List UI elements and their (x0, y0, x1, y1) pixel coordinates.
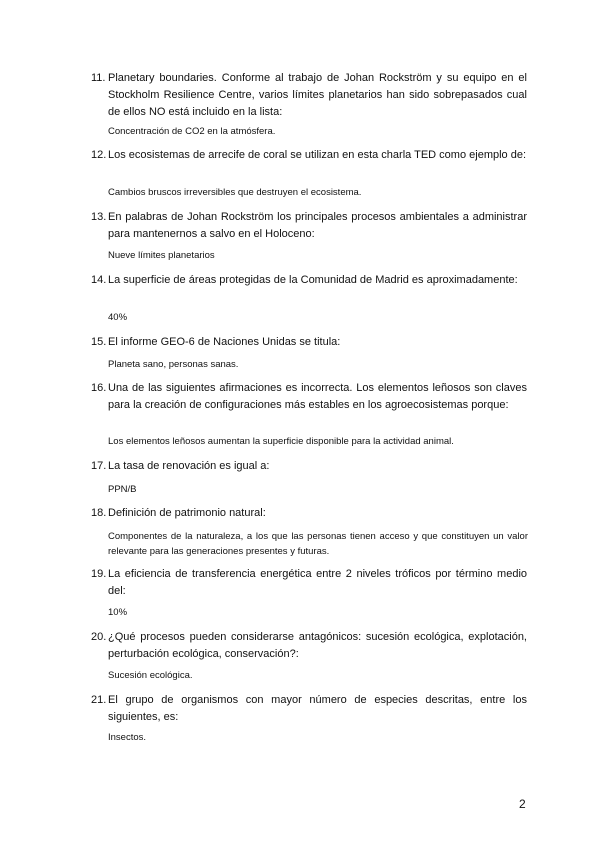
answer-20: Sucesión ecológica. (108, 670, 193, 681)
question-text: ¿Qué procesos pueden considerarse antagónicos: sucesión ecológica, explotación, perturbación ecológica, conservación?: (108, 631, 527, 660)
question-number: 11. (91, 72, 106, 84)
page-number: 2 (519, 797, 526, 811)
answer-16: Los elementos leñosos aumentan la superficie disponible para la actividad animal. (108, 436, 454, 447)
question-number: 20. (91, 631, 107, 643)
answer-15: Planeta sano, personas sanas. (108, 359, 239, 370)
question-18 (91, 505, 527, 522)
answer-17: PPN/B (108, 484, 137, 495)
question-number: 19. (91, 568, 107, 580)
question-13 (91, 209, 527, 243)
question-number: 14. (91, 274, 107, 286)
answer-19: 10% (108, 607, 128, 618)
answer-14: 40% (108, 312, 128, 323)
question-11 (91, 70, 527, 121)
question-text: Los ecosistemas de arrecife de coral se utilizan en esta charla TED como ejemplo de: (108, 149, 527, 161)
question-17 (91, 458, 527, 475)
question-16 (91, 380, 527, 414)
answer-12: Cambios bruscos irreversibles que destruyen el ecosistema. (108, 187, 362, 198)
question-text: El grupo de organismos con mayor número de especies descritas, entre los siguientes, es: (108, 694, 527, 723)
answer-11: Concentración de CO2 en la atmósfera. (108, 126, 276, 137)
question-number: 12. (91, 149, 107, 161)
question-text: Definición de patrimonio natural: (108, 507, 266, 519)
question-21 (91, 692, 527, 726)
question-text: La eficiencia de transferencia energética entre 2 niveles tróficos por término medio del: (108, 568, 527, 597)
question-number: 13. (91, 211, 107, 223)
question-text: En palabras de Johan Rockström los principales procesos ambientales a administrar para mantenernos a salvo en el Holoceno: (108, 211, 527, 240)
question-text: Una de las siguientes afirmaciones es incorrecta. Los elementos leñosos son claves para la creación de configuraciones más estables en los agroecosistemas porque: (108, 382, 527, 411)
answer-18: Componentes de la naturaleza, a los que las personas tienen acceso y que constituyen un valor relevante para las generaciones presentes y futuras. (108, 531, 528, 557)
question-number: 21. (91, 694, 107, 706)
answer-21: Insectos. (108, 732, 147, 743)
question-text: Planetary boundaries. Conforme al trabajo de Johan Rockström y su equipo en el Stockholm Resilience Centre, varios límites planetarios han sido sobrepasados cual de ellos NO está incluido en la lista: (108, 72, 527, 118)
question-14 (91, 272, 527, 289)
question-text: La tasa de renovación es igual a: (108, 460, 270, 472)
answer-13: Nueve límites planetarios (108, 250, 215, 261)
question-12 (91, 147, 527, 164)
question-number: 16. (91, 382, 107, 394)
question-number: 15. (91, 336, 107, 348)
question-number: 18. (91, 507, 107, 519)
question-number: 17. (91, 460, 107, 472)
question-19 (91, 566, 527, 600)
question-text: La superficie de áreas protegidas de la Comunidad de Madrid es aproximadamente: (108, 274, 518, 286)
question-20 (91, 629, 527, 663)
question-15 (91, 334, 527, 351)
question-text: El informe GEO-6 de Naciones Unidas se titula: (108, 336, 341, 348)
